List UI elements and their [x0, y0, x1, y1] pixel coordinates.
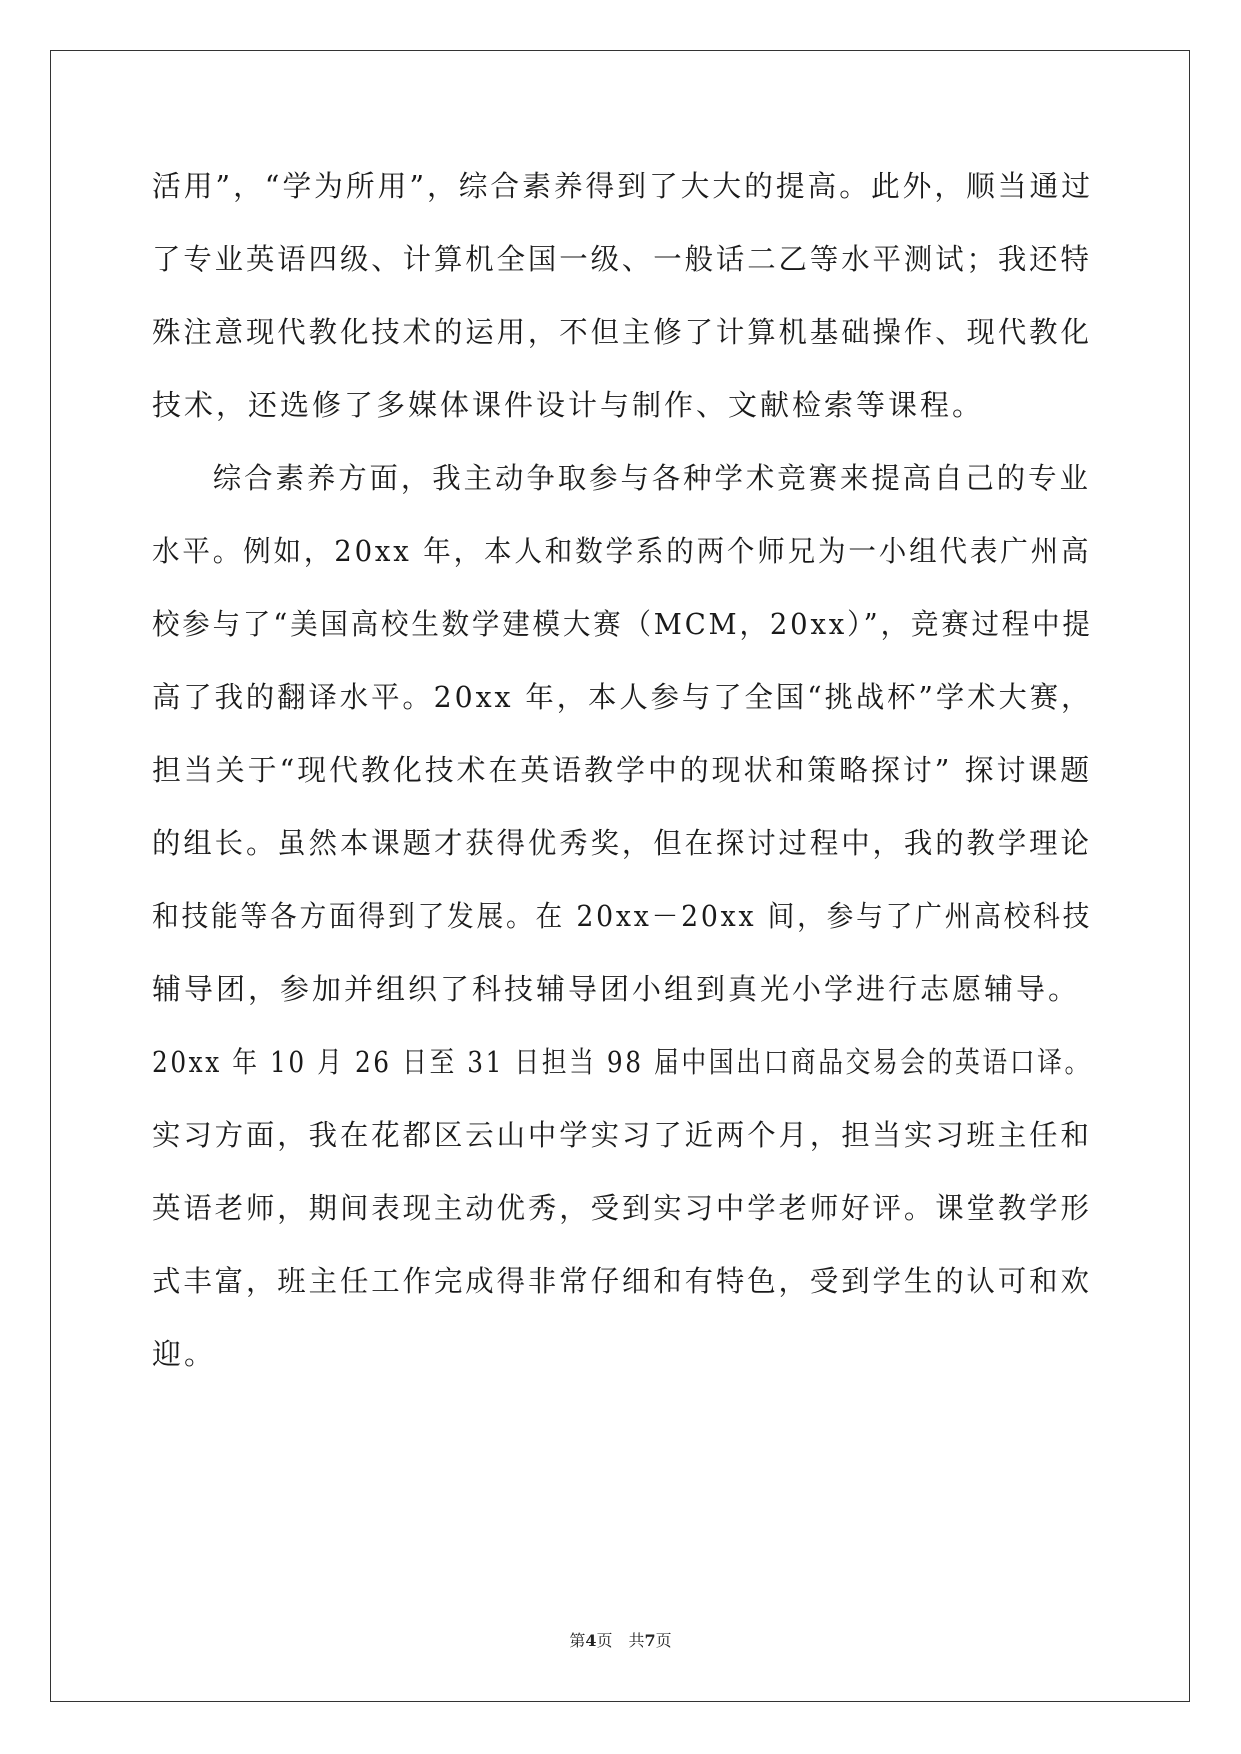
text-line: 的组长。虽然本课题才获得优秀奖，但在探讨过程中，我的教学理论 [152, 826, 1092, 860]
text-line: 和技能等各方面得到了发展。在 20xx－20xx 间，参与了广州高校科技 [152, 899, 1093, 933]
text-line: 综合素养方面，我主动争取参与各种学术竞赛来提高自己的专业 [212, 461, 1091, 495]
footer-page-suffix: 页 [596, 1631, 613, 1650]
text-line: 活用”，“学为所用”，综合素养得到了大大的提高。此外，顺当通过 [152, 169, 1093, 203]
text-line: 殊注意现代教化技术的运用，不但主修了计算机基础操作、现代教化 [152, 315, 1092, 349]
text-line: 英语老师，期间表现主动优秀，受到实习中学老师好评。课堂教学形 [152, 1191, 1092, 1225]
text-line: 高了我的翻译水平。20xx 年，本人参与了全国“挑战杯”学术大赛， [152, 680, 1093, 714]
footer-total-prefix: 共 [628, 1631, 645, 1650]
text-line: 了专业英语四级、计算机全国一级、一般话二乙等水平测试；我还特 [152, 242, 1092, 276]
text-line: 技术，还选修了多媒体课件设计与制作、文献检索等课程。 [152, 388, 985, 422]
footer-total-pages: 7 [644, 1631, 656, 1650]
document-body [152, 158, 1092, 1399]
text-line: 校参与了“美国高校生数学建模大赛（MCM，20xx）”，竞赛过程中提 [152, 607, 1093, 641]
text-line: 20xx 年 10 月 26 日至 31 日担当 98 届中国出口商品交易会的英语口译。 [152, 1045, 1092, 1079]
text-line: 实习方面，我在花都区云山中学实习了近两个月，担当实习班主任和 [152, 1118, 1092, 1152]
footer-page-prefix: 第 [569, 1631, 586, 1650]
footer-page-number: 4 [585, 1631, 597, 1650]
text-line: 式丰富，班主任工作完成得非常仔细和有特色，受到学生的认可和欢 [152, 1264, 1092, 1298]
text-line: 辅导团，参加并组织了科技辅导团小组到真光小学进行志愿辅导。 [152, 972, 1081, 1006]
text-line: 水平。例如，20xx 年，本人和数学系的两个师兄为一小组代表广州高 [152, 534, 1092, 568]
text-line: 担当关于“现代教化技术在英语教学中的现状和策略探讨” 探讨课题 [152, 753, 1093, 787]
footer-total-suffix: 页 [655, 1631, 672, 1650]
text-line: 迎。 [152, 1337, 217, 1371]
page-footer [0, 1628, 1241, 1651]
